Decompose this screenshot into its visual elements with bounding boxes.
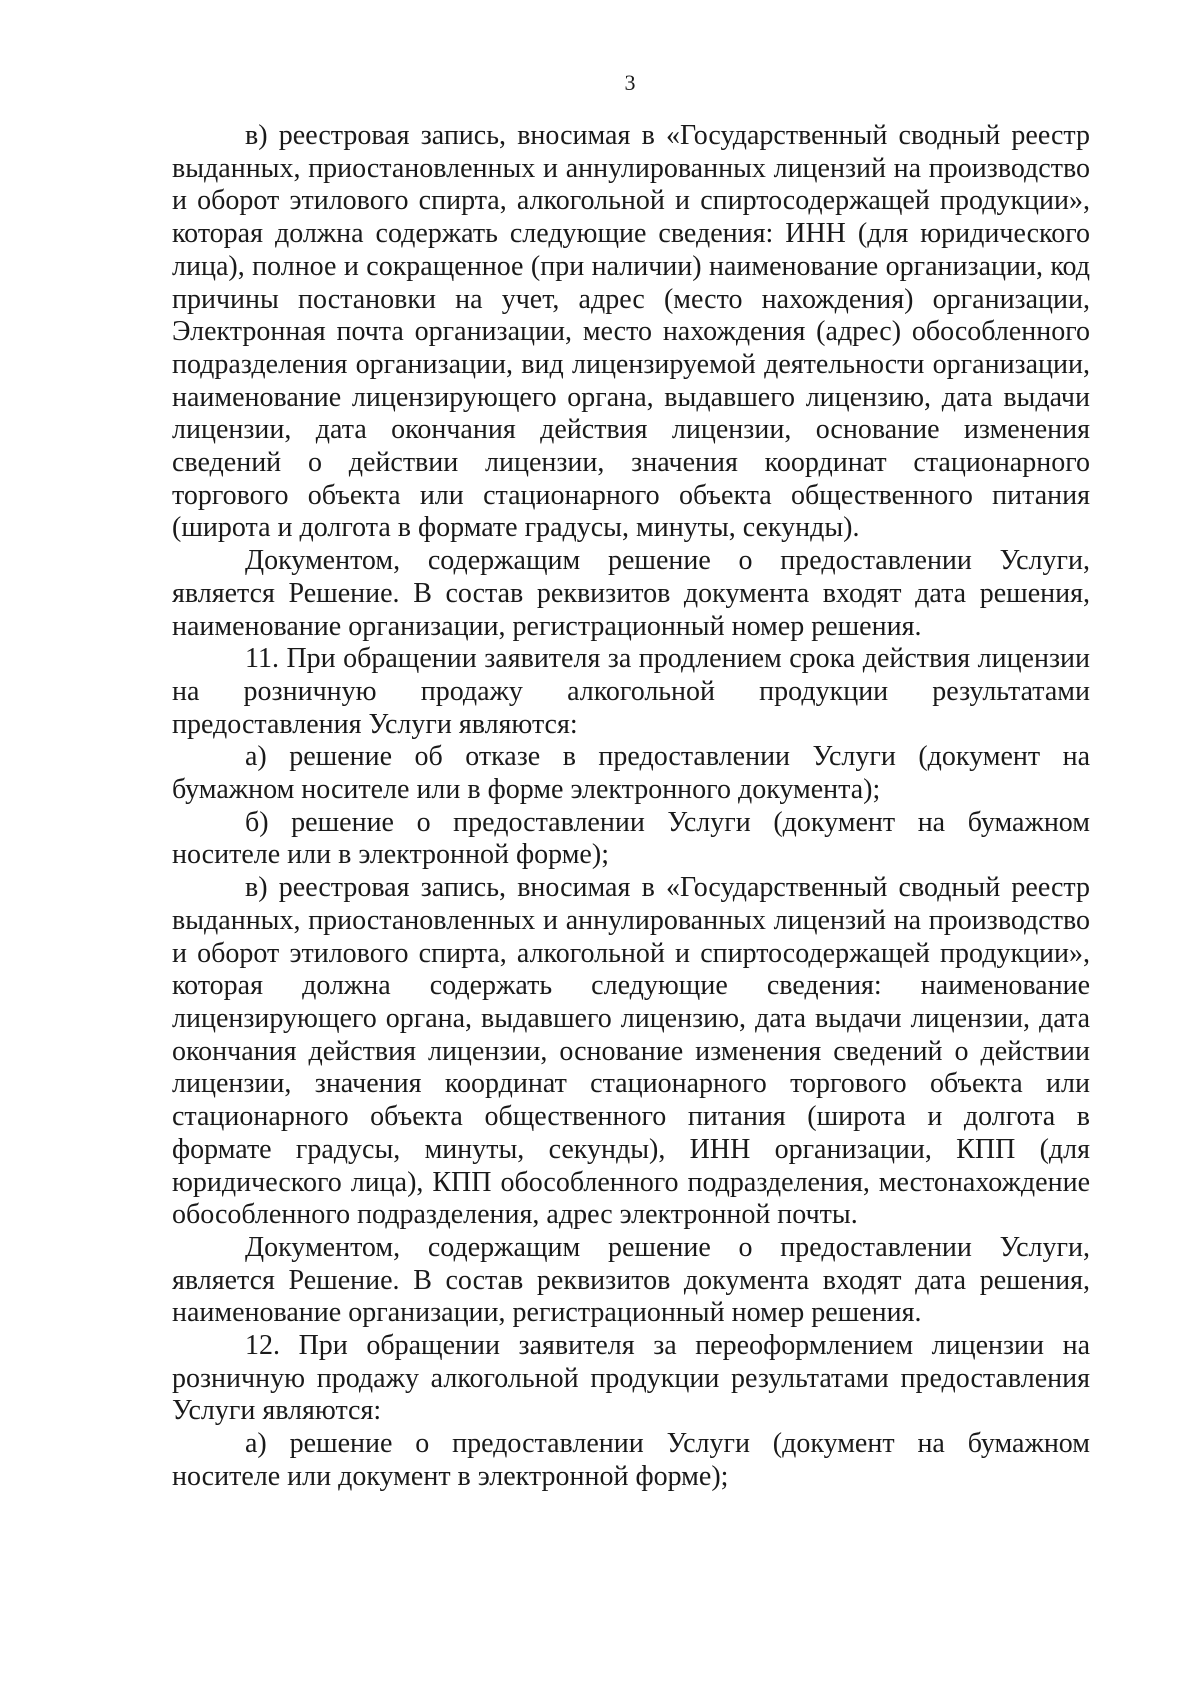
paragraph-11v-registry-entry: в) реестровая запись, вносимая в «Государственный сводный реестр выданных, приостановленных и аннулированных лицензий на производство и оборот этилового спирта, алкогольной и спиртосодержащей продукции», которая должна содержать следующие сведения: наименование лицензирующего органа, выдавшего лицензию, дата выдачи лицензии, дата окончания действия лицензии, основание изменения сведений о действии лицензии, значения координат стационарного торгового объекта или стационарного объекта общественного питания (широта и долгота в формате градусы, минуты, секунды), ИНН организации, КПП (для юридического лица), КПП обособленного подразделения, местонахождение обособленного подразделения, адрес электронной почты. — [172, 872, 1090, 1231]
document-body — [172, 120, 1090, 1494]
paragraph-11a-refusal: а) решение об отказе в предоставлении Услуги (документ на бумажном носителе или в форме электронного документа); — [172, 741, 1090, 806]
paragraph-12-reissue: 12. При обращении заявителя за переоформлением лицензии на розничную продажу алкогольной продукции результатами предоставления Услуги являются: — [172, 1330, 1090, 1427]
paragraph-12a-decision: а) решение о предоставлении Услуги (документ на бумажном носителе или документ в электронной форме); — [172, 1428, 1090, 1492]
paragraph-11-extension: 11. При обращении заявителя за продлением срока действия лицензии на розничную продажу алкогольной продукции результатами предоставления Услуги являются: — [172, 643, 1090, 740]
paragraph-10v-registry-entry: в) реестровая запись, вносимая в «Государственный сводный реестр выданных, приостановленных и аннулированных лицензий на производство и оборот этилового спирта, алкогольной и спиртосодержащей продукции», которая должна содержать следующие сведения: ИНН (для юридического лица), полное и сокращенное (при наличии) наименование организации, код причины постановки на учет, адрес (место нахождения) организации, Электронная почта организации, место нахождения (адрес) обособленного подразделения организации, вид лицензируемой деятельности организации, наименование лицензирующего органа, выдавшего лицензию, дата выдачи лицензии, дата окончания действия лицензии, основание изменения сведений о действии лицензии, значения координат стационарного торгового объекта или стационарного объекта общественного питания (широта и долгота в формате градусы, минуты, секунды). — [172, 120, 1090, 544]
paragraph-decision-document: Документом, содержащим решение о предоставлении Услуги, является Решение. В состав реквизитов документа входят дата решения, наименование организации, регистрационный номер решения. — [172, 1231, 1090, 1329]
paragraph-decision-document: Документом, содержащим решение о предоставлении Услуги, является Решение. В состав реквизитов документа входят дата решения, наименование организации, регистрационный номер решения. — [172, 545, 1090, 642]
paragraph-11b-decision: б) решение о предоставлении Услуги (документ на бумажном носителе или в электронной форме); — [172, 806, 1090, 871]
page-number: 3 — [624, 70, 636, 95]
